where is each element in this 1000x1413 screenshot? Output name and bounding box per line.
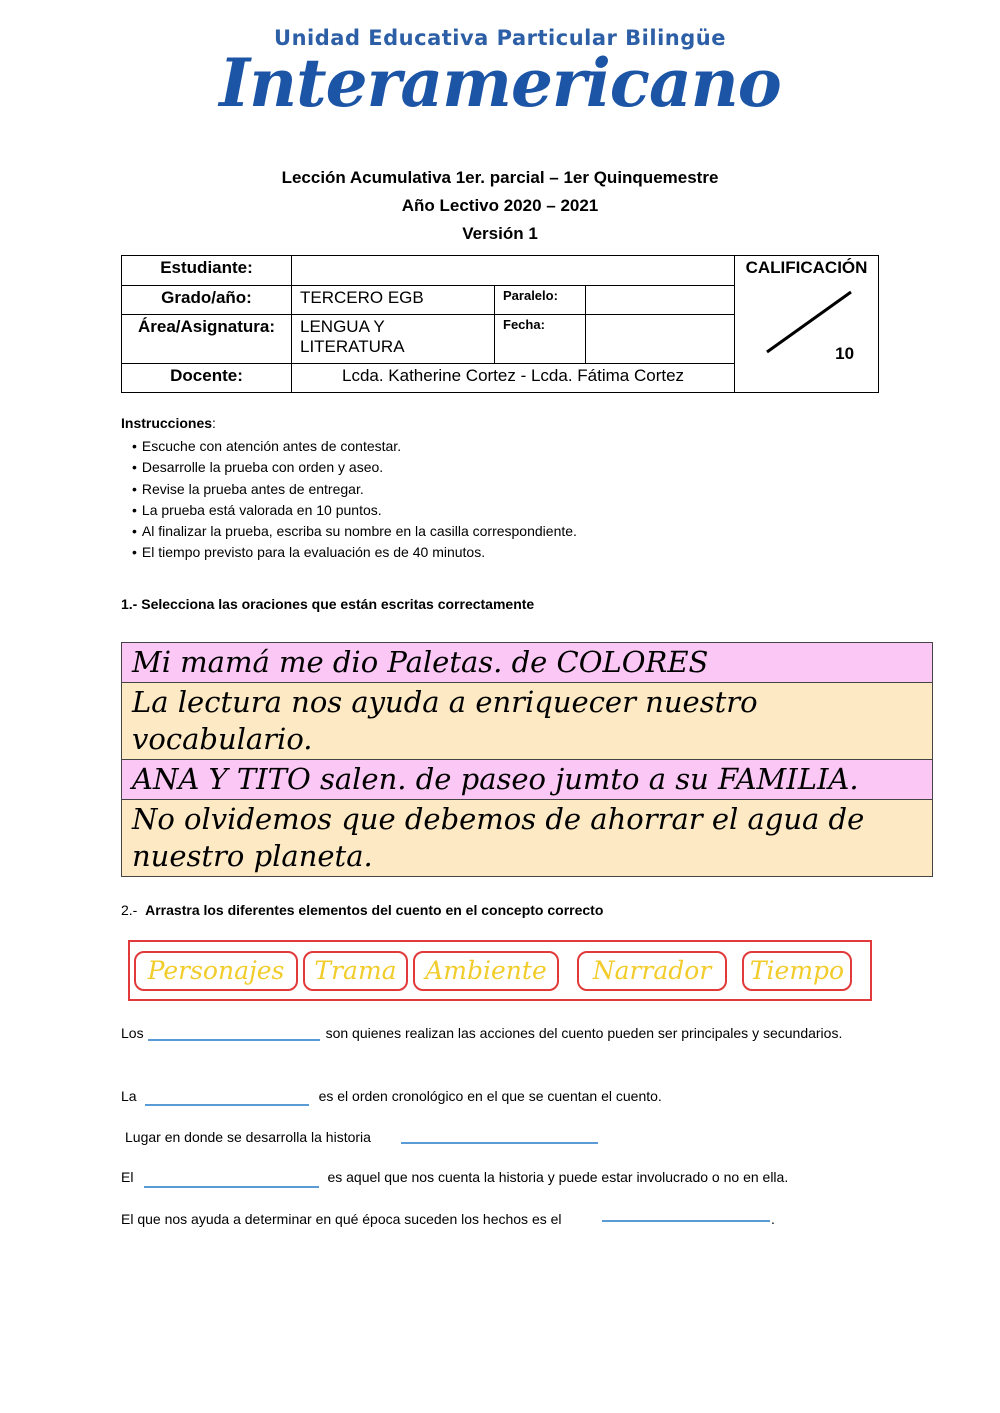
paralelo-field[interactable] — [586, 286, 735, 315]
fill-sentence-4: El es aquel que nos cuenta la historia y puede estar involucrado o no en ella. — [121, 1169, 789, 1185]
instruction-item: • El tiempo previsto para la evaluación es de 40 minutos. — [132, 542, 577, 563]
drag-word-ambiente[interactable]: Ambiente — [413, 951, 559, 991]
school-subtitle: Unidad Educativa Particular Bilingüe — [274, 26, 726, 50]
q2-title: 2.- Arrastra los diferentes elementos del cuento en el concepto correcto — [121, 902, 604, 918]
fill-sentence-5-end: . — [771, 1211, 775, 1227]
grade-value: TERCERO EGB — [292, 286, 495, 315]
fill-sentence-5: El que nos ayuda a determinar en qué época suceden los hechos es el — [121, 1211, 562, 1227]
drag-word-trama[interactable]: Trama — [303, 951, 408, 991]
sentence-option-2[interactable]: La lectura nos ayuda a enriquecer nuestro vocabulario. — [122, 683, 932, 760]
sentence-option-1[interactable]: Mi mamá me dio Paletas. de COLORES — [122, 643, 932, 683]
drop-blank-3[interactable] — [401, 1142, 598, 1144]
drop-blank-1[interactable] — [148, 1039, 320, 1041]
word-bank — [128, 940, 872, 1001]
info-table — [121, 255, 879, 393]
calif-total: 10 — [835, 344, 855, 363]
teacher-value: Lcda. Katherine Cortez - Lcda. Fátima Cortez — [292, 364, 735, 393]
q1-sentence-list — [121, 642, 933, 877]
drag-word-tiempo[interactable]: Tiempo — [742, 951, 852, 991]
instructions-title: Instrucciones: — [121, 415, 216, 431]
fecha-label: Fecha: — [495, 315, 586, 364]
drag-word-narrador[interactable]: Narrador — [577, 951, 727, 991]
fill-sentence-3: Lugar en donde se desarrolla la historia — [125, 1129, 371, 1145]
fill-sentence-2: La es el orden cronológico en el que se cuentan el cuento. — [121, 1088, 662, 1104]
lesson-title: Lección Acumulativa 1er. parcial – 1er Quinquemestre — [281, 168, 719, 187]
sentence-option-4[interactable]: No olvidemos que debemos de ahorrar el agua de nuestro planeta. — [122, 800, 932, 876]
drop-blank-4[interactable] — [144, 1186, 319, 1188]
drop-blank-5[interactable] — [602, 1220, 770, 1222]
fill-sentence-1: Los son quienes realizan las acciones del cuento pueden ser principales y secundarios. — [121, 1025, 843, 1041]
instructions-list — [132, 436, 577, 564]
version: Versión 1 — [462, 224, 538, 243]
q1-title: 1.- Selecciona las oraciones que están escritas correctamente — [121, 596, 535, 612]
area-label: Área/Asignatura: — [122, 315, 292, 364]
calif-label: CALIFICACIÓN — [745, 258, 868, 277]
area-value: LENGUA Y LITERATURA — [292, 315, 495, 364]
grade-box — [735, 256, 879, 393]
sentence-option-3[interactable]: ANA Y TITO salen. de paseo jumto a su FAMILIA. — [122, 760, 932, 800]
drop-blank-2[interactable] — [145, 1104, 309, 1106]
grade-label: Grado/año: — [122, 286, 292, 315]
drag-word-personajes[interactable]: Personajes — [134, 951, 298, 991]
student-field[interactable] — [292, 256, 735, 286]
instruction-item: • Revise la prueba antes de entregar. — [132, 479, 577, 500]
instruction-item: • Al finalizar la prueba, escriba su nombre en la casilla correspondiente. — [132, 521, 577, 542]
fecha-field[interactable] — [586, 315, 735, 364]
teacher-label: Docente: — [122, 364, 292, 393]
paralelo-label: Paralelo: — [495, 286, 586, 315]
instruction-item: • Escuche con atención antes de contestar. — [132, 436, 577, 457]
instruction-item: • Desarrolle la prueba con orden y aseo. — [132, 457, 577, 478]
school-logo-name: Interamericano — [219, 44, 781, 122]
school-year: Año Lectivo 2020 – 2021 — [401, 196, 599, 215]
instruction-item: • La prueba está valorada en 10 puntos. — [132, 500, 577, 521]
student-label: Estudiante: — [122, 256, 292, 286]
